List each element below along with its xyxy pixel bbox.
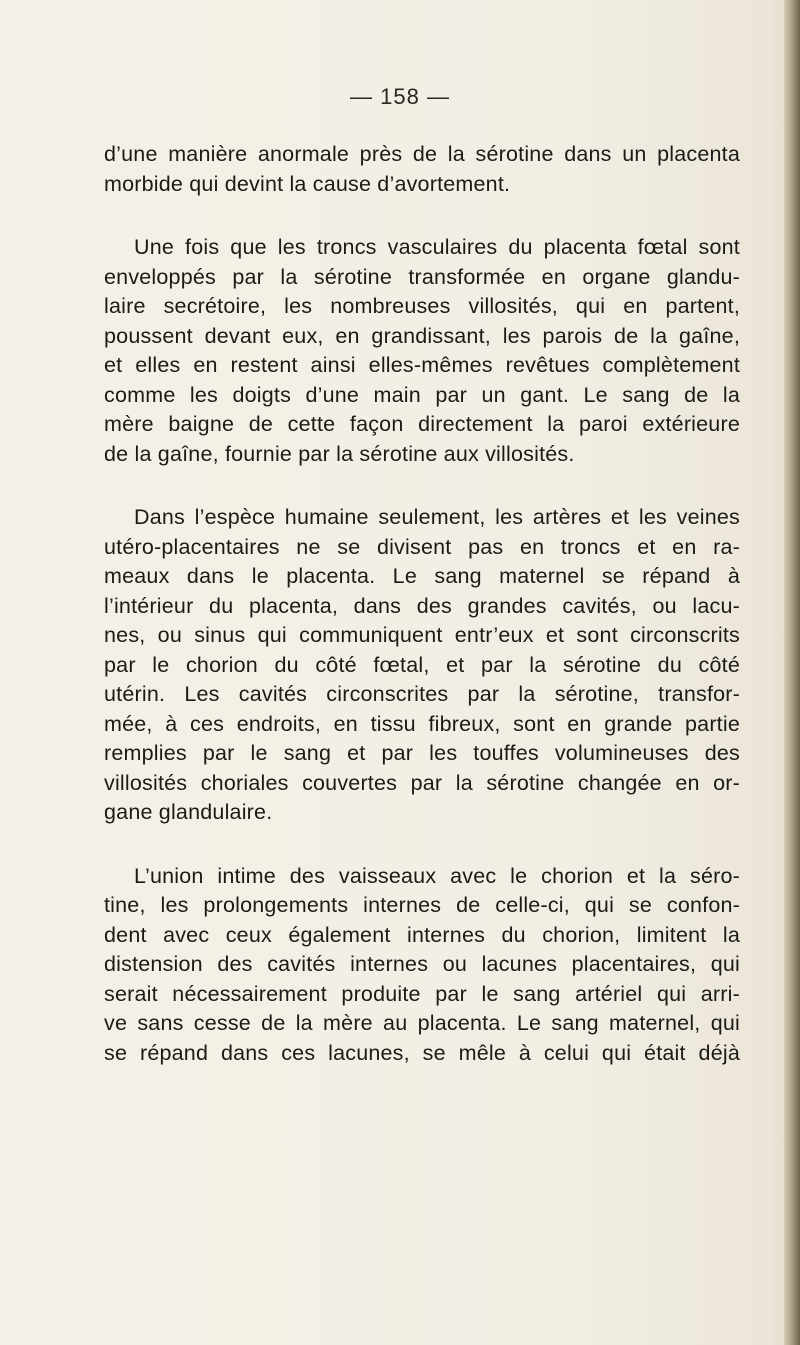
text-line: l’intérieur du placenta, dans des grandes cavités, ou lacu-: [104, 593, 740, 618]
text-line: villosités choriales couvertes par la sérotine changée en or-: [104, 770, 740, 795]
page-edge-shadow: [784, 0, 800, 1345]
text-line: enveloppés par la sérotine transformée en organe glandu-: [104, 264, 740, 289]
text-line: gane glandulaire.: [104, 800, 273, 824]
text-line: mée, à ces endroits, en tissu fibreux, sont en grande partie: [104, 711, 740, 736]
text-line: comme les doigts d’une main par un gant. Le sang de la: [104, 382, 740, 407]
text-line: tine, les prolongements internes de celle-ci, qui se confon-: [104, 893, 740, 917]
text-line: laire secrétoire, les nombreuses villosités, qui en partent,: [104, 294, 740, 318]
text-line: morbide qui devint la cause d’avortement.: [104, 171, 511, 196]
text-line: Dans l’espèce humaine seulement, les artères et les veines: [134, 505, 740, 529]
text-line: dent avec ceux également internes du chorion, limitent la: [104, 922, 740, 947]
text-line: poussent devant eux, en grandissant, les parois de la gaîne,: [104, 323, 740, 348]
text-line: par le chorion du côté fœtal, et par la sérotine du côté: [104, 652, 740, 677]
text-line: utérin. Les cavités circonscrites par la sérotine, transfor-: [104, 682, 740, 706]
text-line: se répand dans ces lacunes, se mêle à celui qui était déjà: [104, 1040, 740, 1065]
text-line: nes, ou sinus qui communiquent entr’eux et sont circonscrits: [104, 623, 740, 647]
body-text: [104, 140, 740, 1102]
paragraph: [104, 862, 740, 1069]
page-number: — 158 —: [350, 84, 450, 109]
text-line: distension des cavités internes ou lacunes placentaires, qui: [104, 952, 740, 976]
text-line: d’une manière anormale près de la sérotine dans un placenta: [104, 142, 740, 166]
text-line: utéro-placentaires ne se divisent pas en troncs et en ra-: [104, 534, 740, 559]
paragraph: [104, 140, 740, 199]
text-line: de la gaîne, fournie par la sérotine aux villosités.: [104, 441, 575, 466]
text-line: ve sans cesse de la mère au placenta. Le sang maternel, qui: [104, 1011, 740, 1035]
paragraph: [104, 233, 740, 469]
text-line: et elles en restent ainsi elles-mêmes revêtues complètement: [104, 353, 740, 377]
text-line: meaux dans le placenta. Le sang maternel se répand à: [104, 564, 740, 588]
paragraph: [104, 503, 740, 828]
text-line: serait nécessairement produite par le sang artériel qui arri-: [104, 981, 740, 1006]
text-line: mère baigne de cette façon directement la paroi extérieure: [104, 412, 740, 436]
text-line: Une fois que les troncs vasculaires du placenta fœtal sont: [134, 235, 740, 259]
text-line: L’union intime des vaisseaux avec le chorion et la séro-: [134, 863, 740, 888]
text-line: remplies par le sang et par les touffes volumineuses des: [104, 741, 740, 765]
